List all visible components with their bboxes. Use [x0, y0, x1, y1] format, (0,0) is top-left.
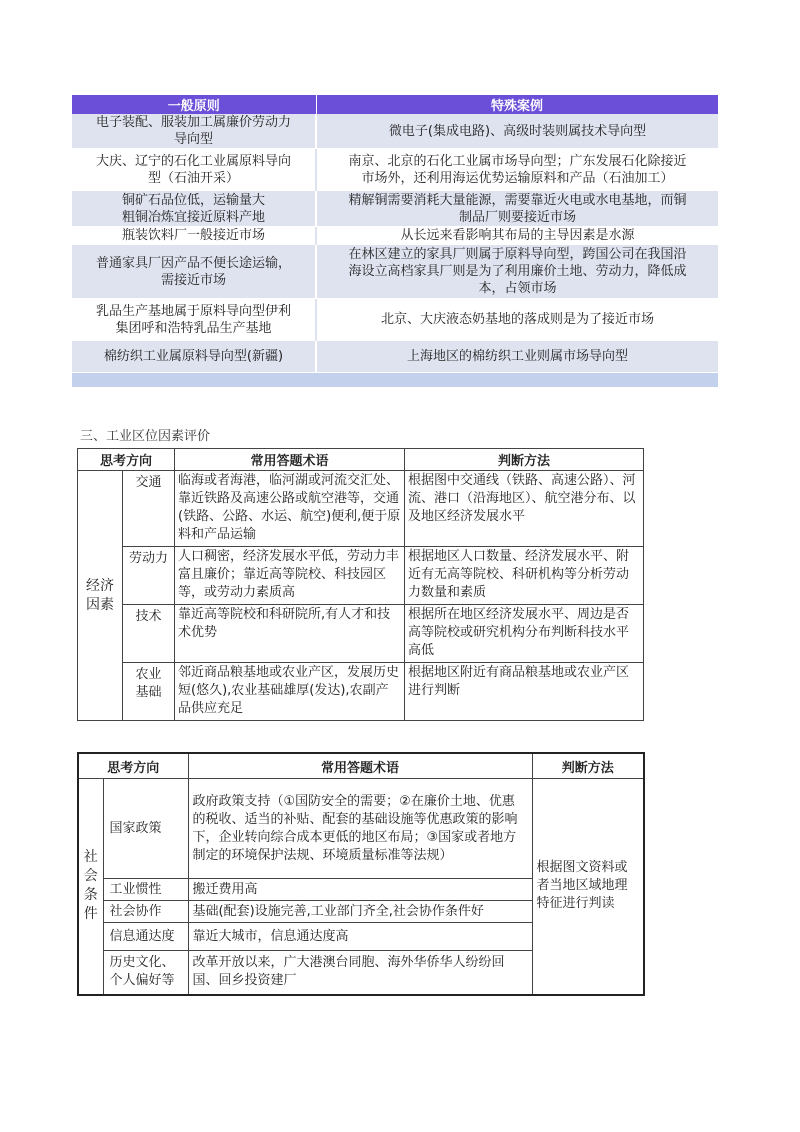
factor-label: 国家政策: [103, 779, 188, 879]
general-principle-cell: 铜矿石品位低，运输量大 粗铜冶炼宜接近原料产地: [72, 191, 316, 227]
factor-label: 信息通达度: [103, 923, 188, 951]
terms-cell: 人口稠密，经济发展水平低，劳动力丰富且廉价；靠近高等院校、科技园区等，或劳动力素质高: [175, 547, 405, 605]
general-principle-cell: 瓶装饮料厂一般接近市场: [72, 227, 316, 245]
terms-cell: 搬迁费用高: [188, 879, 532, 901]
terms-cell: 靠近大城市，信息通达度高: [188, 923, 532, 951]
header-judgment-method: 判断方法: [405, 449, 644, 471]
table-row: [72, 114, 718, 149]
factor-label: 工业惯性: [103, 879, 188, 901]
factor-label: 劳动力: [123, 547, 175, 605]
terms-cell: 临海或者海港，临河湖或河流交汇处、靠近铁路及高速公路或航空港等，交通(铁路、公路、水运、航空)便利,便于原料和产品运输: [175, 471, 405, 547]
general-principle-cell: 电子装配、服装加工属廉价劳动力 导向型: [72, 114, 316, 149]
header-judgment-method: 判断方法: [532, 753, 644, 779]
factor-label: 农业 基础: [123, 663, 175, 721]
industry-location-cases-table: [72, 95, 719, 388]
header-common-terms: 常用答题术语: [188, 753, 532, 779]
table-row: [78, 471, 644, 547]
factor-label: 技术: [123, 605, 175, 663]
table-row: [78, 779, 644, 879]
economic-factors-table: [77, 448, 644, 721]
section-heading: 三、工业区位因素评价: [80, 429, 211, 444]
table-footer-band: [72, 373, 718, 388]
special-case-cell: 上海地区的棉纺织工业则属市场导向型: [316, 341, 718, 373]
terms-cell: 邻近商品粮基地或农业产区，发展历史短(悠久),农业基础雄厚(发达),农副产品供应充足: [175, 663, 405, 721]
table-row: [78, 547, 644, 605]
terms-cell: 靠近高等院校和科研院所,有人才和技术优势: [175, 605, 405, 663]
table-row: [72, 227, 718, 245]
table-row: [72, 191, 718, 227]
judgment-method-cell: 根据图文资料或者当地区域地理特征进行判读: [532, 779, 644, 995]
general-principle-cell: 普通家具厂因产品不便长途运输， 需接近市场: [72, 245, 316, 299]
special-case-cell: 从长远来看影响其布局的主导因素是水源: [316, 227, 718, 245]
special-case-cell: 在林区建立的家具厂则属于原料导向型，跨国公司在我国沿 海设立高档家具厂则是为了利用廉价土地、劳动力，降低成 本，占领市场: [316, 245, 718, 299]
header-thinking-direction: 思考方向: [78, 449, 175, 471]
table-header-row: [72, 95, 718, 114]
special-case-cell: 南京、北京的石化工业属市场导向型；广东发展石化除接近 市场外，还利用海运优势运输原料和产品（石油加工）: [316, 149, 718, 191]
header-general-principle: 一般原则: [72, 95, 316, 114]
header-special-case: 特殊案例: [316, 95, 718, 114]
terms-cell: 政府政策支持（①国防安全的需要；②在廉价土地、优惠的税收、适当的补贴、配套的基础设施等优惠政策的影响下，企业转向综合成本更低的地区布局；③国家或者地方制定的环境保护法规、环境质量标准等法规）: [188, 779, 532, 879]
header-thinking-direction: 思考方向: [78, 753, 188, 779]
special-case-cell: 精解铜需要消耗大量能源，需要靠近火电或水电基地，而铜 制品厂则要接近市场: [316, 191, 718, 227]
header-common-terms: 常用答题术语: [175, 449, 405, 471]
method-cell: 根据所在地区经济发展水平、周边是否高等院校或研究机构分布判断科技水平高低: [405, 605, 644, 663]
general-principle-cell: 大庆、辽宁的石化工业属原料导向 型（石油开采）: [72, 149, 316, 191]
terms-cell: 基础(配套)设施完善,工业部门齐全,社会协作条件好: [188, 901, 532, 923]
method-cell: 根据图中交通线（铁路、高速公路）、河流、港口（沿海地区）、航空港分布、以及地区经济发展水平: [405, 471, 644, 547]
table-row: [78, 605, 644, 663]
factor-label: 历史文化、 个人偏好等: [103, 951, 188, 995]
economic-factors-label: 经济 因素: [78, 471, 123, 721]
general-principle-cell: 棉纺织工业属原料导向型(新疆): [72, 341, 316, 373]
method-cell: 根据地区附近有商品粮基地或农业产区进行判断: [405, 663, 644, 721]
special-case-cell: 北京、大庆液态奶基地的落成则是为了接近市场: [316, 299, 718, 341]
table-header-row: [78, 449, 644, 471]
method-cell: 根据地区人口数量、经济发展水平、附近有无高等院校、科研机构等分析劳动力数量和素质: [405, 547, 644, 605]
social-conditions-table: [77, 752, 645, 996]
table-row: [72, 341, 718, 373]
table-row: [78, 663, 644, 721]
factor-label: 交通: [123, 471, 175, 547]
general-principle-cell: 乳品生产基地属于原料导向型伊利 集团呼和浩特乳品生产基地: [72, 299, 316, 341]
special-case-cell: 微电子(集成电路)、高级时装则属技术导向型: [316, 114, 718, 149]
factor-label: 社会协作: [103, 901, 188, 923]
social-conditions-label: 社 会 条 件: [78, 779, 103, 995]
footer-band-cell: [72, 373, 718, 388]
table-row: [72, 149, 718, 191]
table-header-row: [78, 753, 644, 779]
terms-cell: 改革开放以来，广大港澳台同胞、海外华侨华人纷纷回国、回乡投资建厂: [188, 951, 532, 995]
table-row: [72, 245, 718, 299]
table-row: [72, 299, 718, 341]
